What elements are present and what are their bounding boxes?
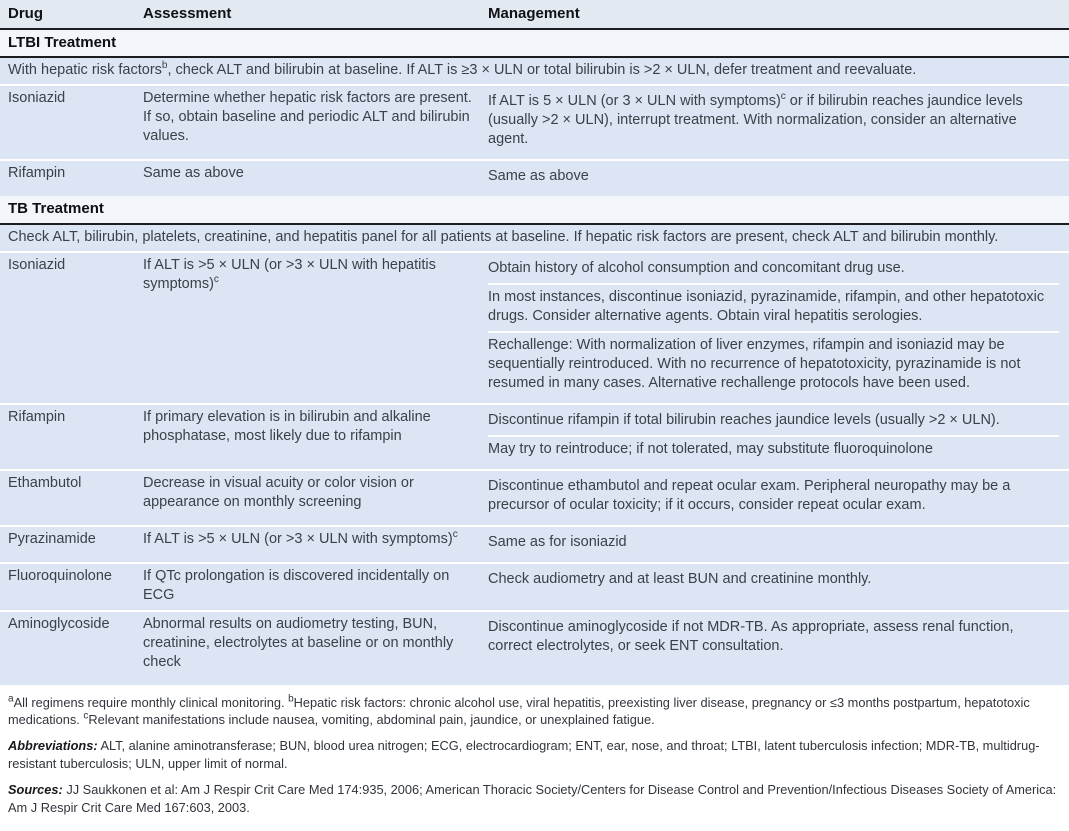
management-paragraph: Same as above <box>488 168 589 185</box>
assessment-cell: Same as above <box>143 165 244 182</box>
table-sections <box>0 30 1069 685</box>
sources-label: Sources: <box>8 782 63 798</box>
column-header-drug: Drug <box>8 5 43 22</box>
assessment-cell: If primary elevation is in bilirubin and alkaline phosphatase, most likely due to rifampin <box>143 408 431 444</box>
management-cell <box>488 564 1061 610</box>
table-row <box>0 161 1069 196</box>
assessment-cell: If ALT is >5 × ULN (or >3 × ULN with symptoms)$^c$ <box>143 528 458 547</box>
table-row <box>0 253 1069 405</box>
management-paragraph: Discontinue ethambutol and repeat ocular exam. Peripheral neuropathy may be a precursor of ocular toxicity; if it occurs, consider repeat ocular exam. <box>488 477 1011 513</box>
assessment-cell: Decrease in visual acuity or color vision or appearance on monthly screening <box>143 474 414 510</box>
footnote-abbreviations <box>8 737 1061 772</box>
management-paragraph: Discontinue rifampin if total bilirubin reaches jaundice levels (usually >2 × ULN). <box>488 411 1000 428</box>
assessment-cell: Determine whether hepatic risk factors are present. If so, obtain baseline and periodic ALT and bilirubin values. <box>143 90 472 145</box>
column-header-management: Management <box>488 5 580 22</box>
section-title-ltbi: LTBI Treatment <box>0 30 1069 59</box>
drug-name: Rifampin <box>8 165 66 182</box>
management-paragraph: Obtain history of alcohol consumption and concomitant drug use. <box>488 259 905 276</box>
management-paragraph: May try to reintroduce; if not tolerated, may substitute fluoroquinolone <box>488 435 1059 464</box>
sources-text: JJ Saukkonen et al: Am J Respir Crit Care Med 174:935, 2006; American Thoracic Society/Centers for Disease Control and Prevention/Infectious Diseases Society of America: Am J Respir Crit Care Med 167:603, 2003. <box>8 782 1057 815</box>
assessment-cell: If QTc prolongation is discovered incidentally on ECG <box>143 567 450 603</box>
management-cell <box>488 527 1061 562</box>
table-row <box>0 564 1069 612</box>
management-paragraph: Rechallenge: With normalization of liver enzymes, rifampin and isoniazid may be sequentially reintroduced. With no recurrence of hepatotoxicity, pyrazinamide is not resumed in many cases. Alternative rechallenge protocols have been used. <box>488 331 1059 398</box>
abbreviations-text: ALT, alanine aminotransferase; BUN, blood urea nitrogen; ECG, electrocardiogram; ENT, ear, nose, and throat; LTBI, latent tuberculosis infection; MDR-TB, multidrug-resistant tuberculosis; ULN, upper limit of normal. <box>8 738 1040 771</box>
assessment-cell: If ALT is >5 × ULN (or >3 × ULN with hepatitis symptoms)$^c$ <box>143 256 436 292</box>
drug-name: Pyrazinamide <box>8 530 96 547</box>
footnotes <box>0 685 1069 831</box>
table-row <box>0 527 1069 564</box>
section-title-tb: TB Treatment <box>0 196 1069 225</box>
section-intro-row: Check ALT, bilirubin, platelets, creatinine, and hepatitis panel for all patients at baseline. If hepatic risk factors are present, check ALT and bilirubin monthly. <box>0 225 1069 253</box>
management-paragraph: Same as for isoniazid <box>488 533 627 550</box>
management-paragraph: Check audiometry and at least BUN and creatinine monthly. <box>488 570 872 587</box>
table-row <box>0 405 1069 471</box>
section-body <box>0 225 1069 685</box>
management-cell <box>488 405 1061 469</box>
abbreviations-label: Abbreviations: <box>8 738 98 754</box>
section-body <box>0 58 1069 196</box>
management-paragraph: If ALT is 5 × ULN (or 3 × ULN with symptoms)$^c$ or if bilirubin reaches jaundice levels (usually >2 × ULN), interrupt treatment. With normalization, consider an alternative agent. <box>488 91 1023 148</box>
management-paragraph: Discontinue aminoglycoside if not MDR-TB. As appropriate, assess renal function, correct electrolytes, or seek ENT consultation. <box>488 618 1014 654</box>
drug-name: Ethambutol <box>8 474 82 491</box>
drug-name: Rifampin <box>8 408 66 425</box>
table-row <box>0 612 1069 677</box>
management-cell <box>488 471 1061 525</box>
management-cell <box>488 612 1061 677</box>
section-intro-row: With hepatic risk factors$^b$, check ALT and bilirubin at baseline. If ALT is ≥3 × ULN or total bilirubin is >2 × ULN, defer treatment and reevaluate. <box>0 58 1069 86</box>
management-cell <box>488 161 1061 196</box>
column-header-assessment: Assessment <box>143 5 232 22</box>
drug-name: Isoniazid <box>8 256 66 273</box>
management-cell <box>488 253 1061 403</box>
drug-name: Isoniazid <box>8 90 66 107</box>
drug-name: Fluoroquinolone <box>8 567 112 584</box>
footnote-general-notes: $^a$All regimens require monthly clinical monitoring. $^b$Hepatic risk factors: chronic alcohol use, viral hepatitis, preexisting liver disease, pregnancy or ≤3 months postpartum, hepatotoxic medications. $^c$Relevant manifestations include nausea, vomiting, abdominal pain, jaundice, or unexplained fatigue. <box>8 693 1030 727</box>
table-header-row <box>0 0 1069 30</box>
drug-name: Aminoglycoside <box>8 615 110 632</box>
table-row <box>0 86 1069 161</box>
footnote-sources <box>8 781 1061 816</box>
table-row <box>0 471 1069 527</box>
management-cell <box>488 86 1061 159</box>
management-paragraph: In most instances, discontinue isoniazid, pyrazinamide, rifampin, and other hepatotoxic drugs. Consider alternative agents. Obtain viral hepatitis serologies. <box>488 283 1059 331</box>
assessment-cell: Abnormal results on audiometry testing, BUN, creatinine, electrolytes at baseline or on monthly check <box>143 615 454 670</box>
